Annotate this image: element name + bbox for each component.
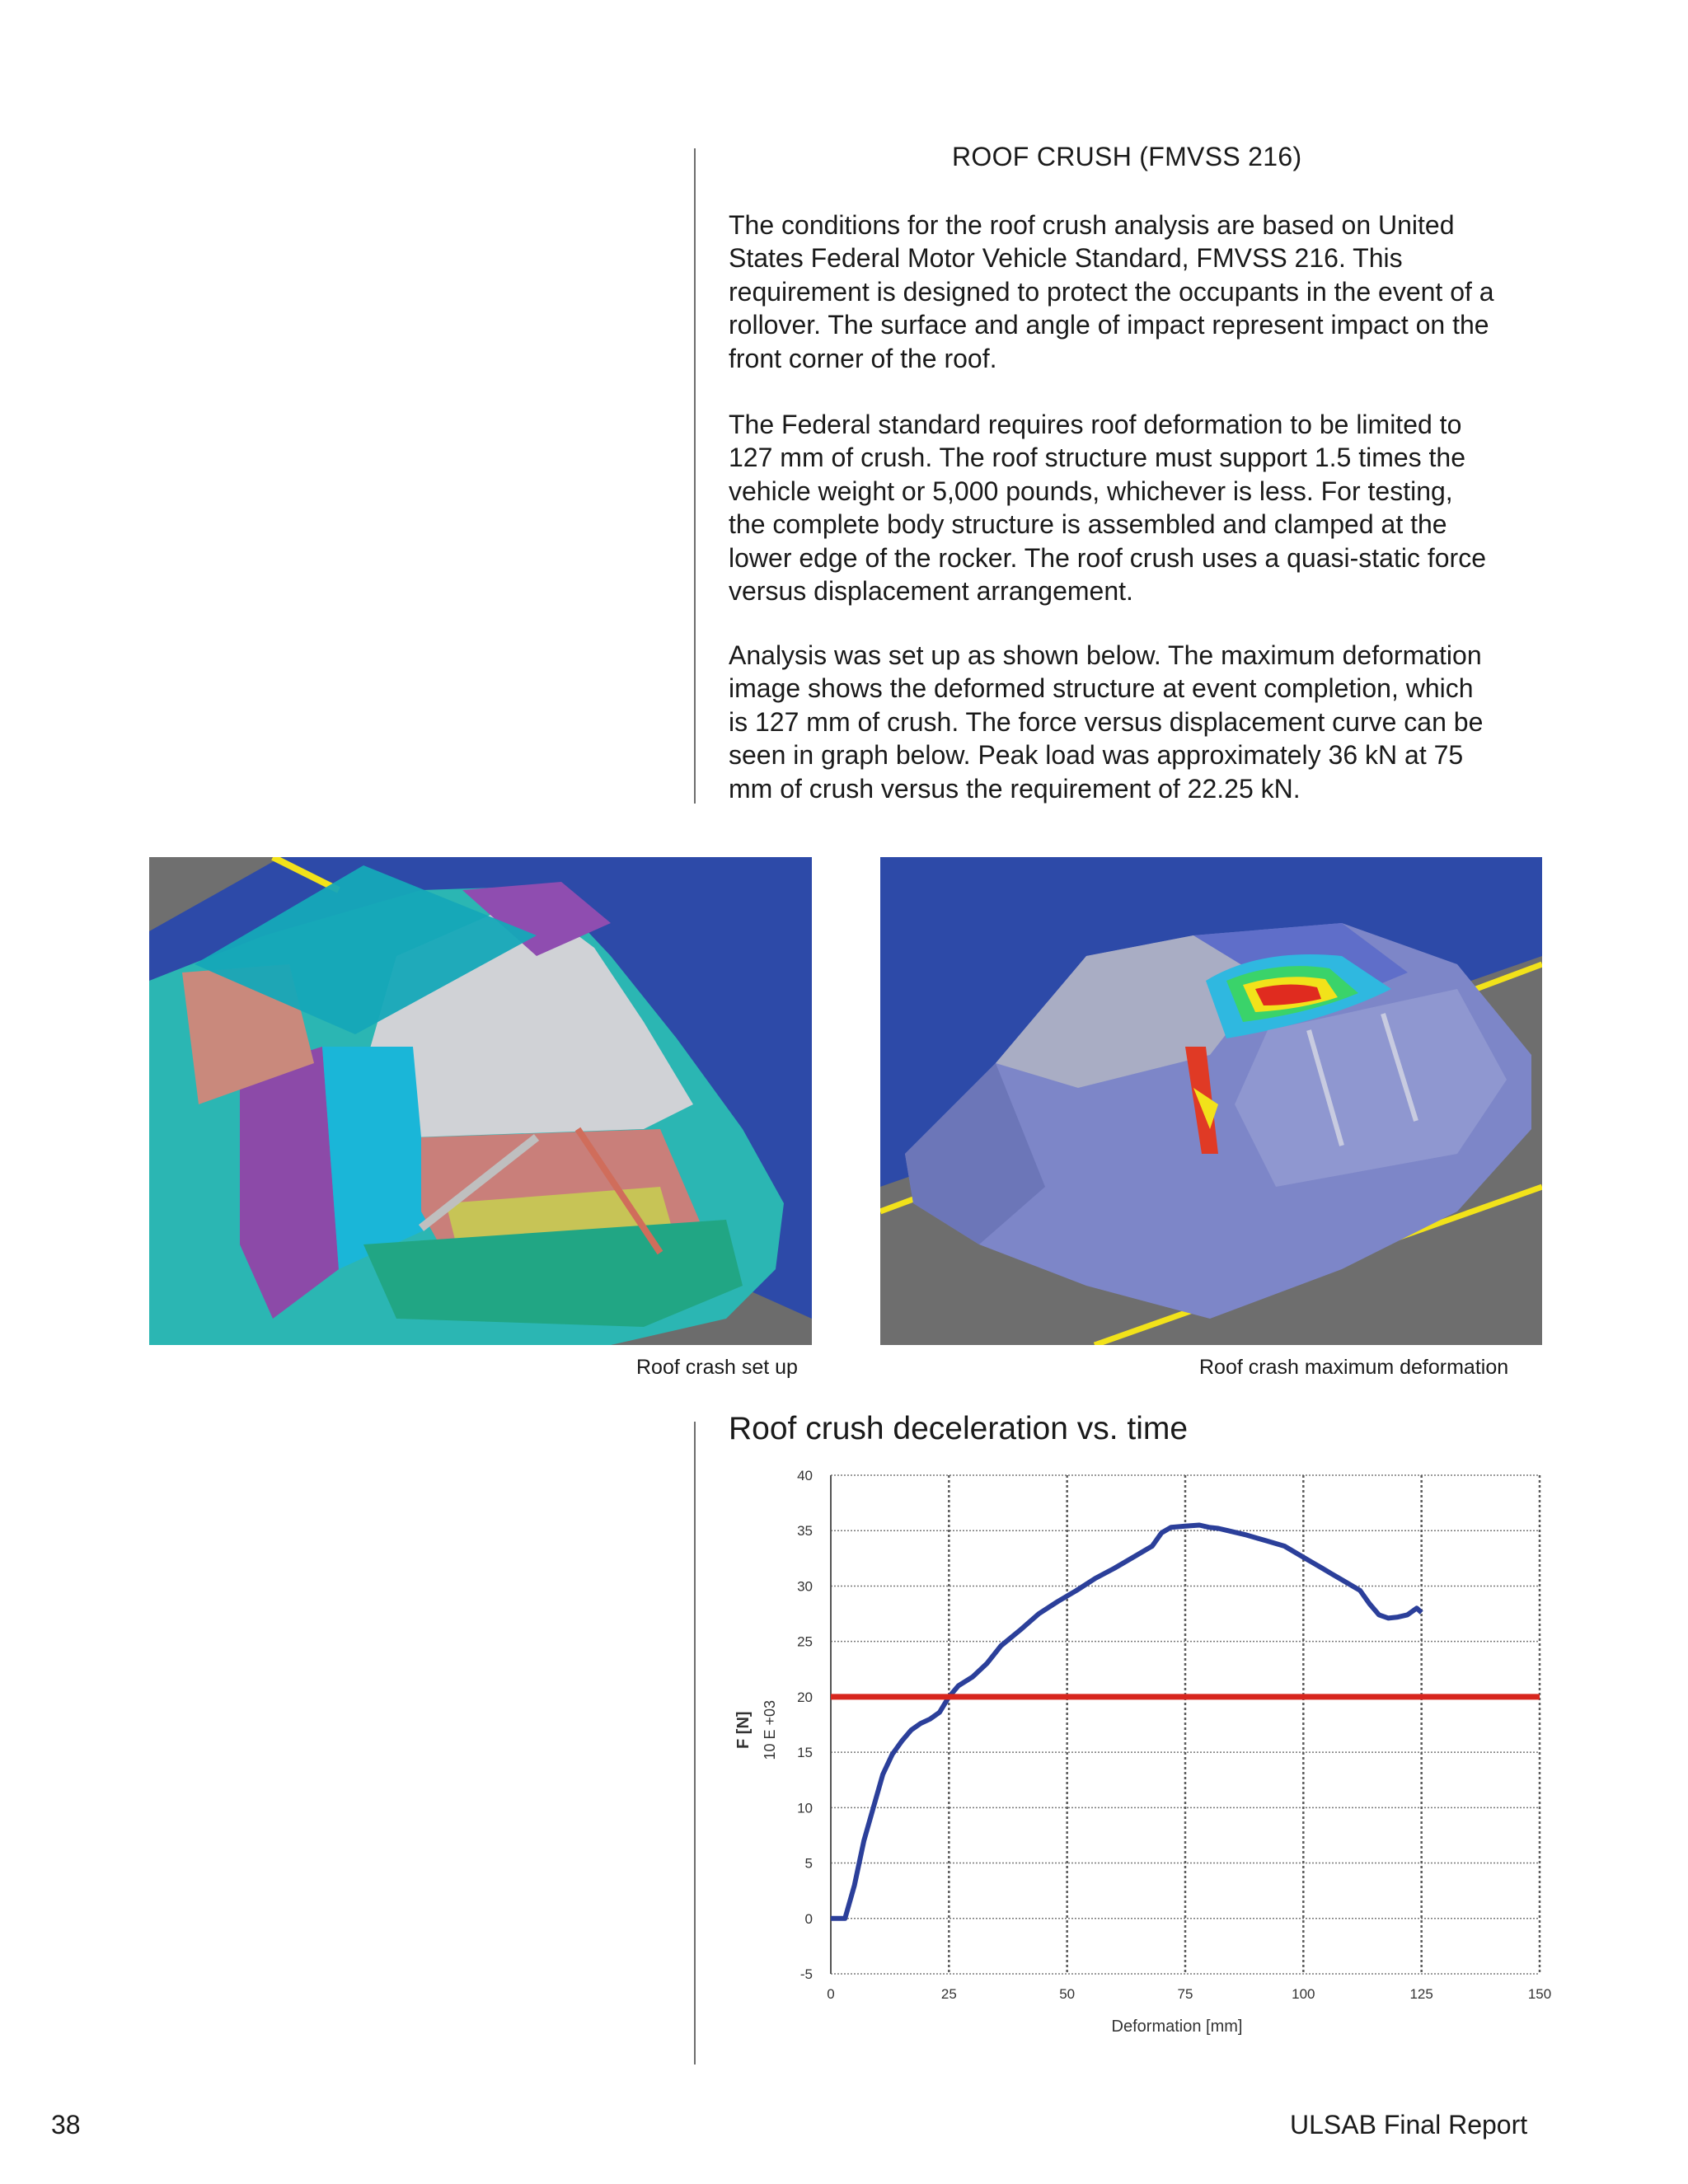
- x-axis-label: Deformation [mm]: [1111, 2018, 1243, 2036]
- x-tick-label: 150: [1527, 1986, 1552, 2002]
- x-tick-label: 75: [1177, 1986, 1193, 2002]
- text-line: seen in graph below. Peak load was approximately 36 kN at 75: [729, 740, 1464, 771]
- report-title: ULSAB Final Report: [1290, 2110, 1528, 2139]
- y-tick-label: 5: [804, 1855, 813, 1872]
- text-line: vehicle weight or 5,000 pounds, whichever is less. For testing,: [729, 476, 1453, 506]
- y-tick-label: 15: [797, 1745, 813, 1761]
- x-tick-label: 100: [1292, 1986, 1315, 2002]
- caption-deformation: Roof crash maximum deformation: [1199, 1356, 1509, 1379]
- text-line: mm of crush versus the requirement of 22.25 kN.: [729, 773, 1301, 804]
- chart-title: Roof crush deceleration vs. time: [729, 1411, 1189, 1446]
- y-tick-label: 25: [797, 1633, 813, 1650]
- page-number: 38: [51, 2110, 81, 2139]
- text-line: versus displacement arrangement.: [729, 576, 1133, 607]
- y-tick-label: 10: [797, 1800, 813, 1816]
- y-tick-label: 20: [797, 1689, 813, 1705]
- text-line: 127 mm of crush. The roof structure must support 1.5 times the: [729, 443, 1466, 473]
- text-line: Analysis was set up as shown below. The maximum deformation: [729, 640, 1482, 670]
- y-axis-label: F [N]: [734, 1711, 753, 1749]
- section-title: ROOF CRUSH (FMVSS 216): [952, 142, 1302, 171]
- y-tick-label: 40: [797, 1468, 813, 1483]
- force-deformation-chart: [717, 1467, 1558, 2052]
- vertical-rule-bottom: [694, 1422, 696, 2064]
- vertical-rule-top: [694, 148, 696, 804]
- force-curve: [831, 1526, 1422, 1919]
- roof-crash-deformation-image: [880, 857, 1542, 1345]
- text-line: States Federal Motor Vehicle Standard, FMVSS 216. This: [729, 243, 1403, 274]
- caption-setup: Roof crash set up: [636, 1356, 798, 1379]
- x-tick-label: 50: [1059, 1986, 1076, 2002]
- y-tick-label: 35: [797, 1523, 813, 1540]
- text-line: image shows the deformed structure at event completion, which: [729, 673, 1474, 704]
- text-line: requirement is designed to protect the occupants in the event of a: [729, 276, 1494, 307]
- paragraph-conditions: [729, 209, 1561, 375]
- paragraph-analysis: [729, 639, 1561, 805]
- paragraph-federal-standard: [729, 408, 1561, 607]
- x-tick-label: 25: [940, 1986, 957, 2002]
- chart-grid: [831, 1475, 1540, 1974]
- y-tick-label: 0: [804, 1910, 813, 1927]
- text-line: front corner of the roof.: [729, 343, 997, 373]
- y-axis-scale-label: 10 E +03: [762, 1699, 778, 1760]
- text-line: lower edge of the rocker. The roof crush uses a quasi-static force: [729, 542, 1486, 573]
- x-tick-label: 125: [1409, 1986, 1433, 2002]
- text-line: The Federal standard requires roof deformation to be limited to: [729, 410, 1462, 439]
- text-line: the complete body structure is assembled and clamped at the: [729, 509, 1447, 540]
- y-tick-label: 30: [797, 1578, 813, 1595]
- text-line: is 127 mm of crush. The force versus displacement curve can be: [729, 706, 1484, 737]
- roof-crash-setup-image: [149, 857, 812, 1345]
- text-line: rollover. The surface and angle of impact represent impact on the: [729, 310, 1489, 340]
- text-line: The conditions for the roof crush analysis are based on United: [729, 210, 1455, 240]
- y-tick-label: -5: [799, 1966, 813, 1982]
- x-tick-label: 0: [827, 1986, 835, 2002]
